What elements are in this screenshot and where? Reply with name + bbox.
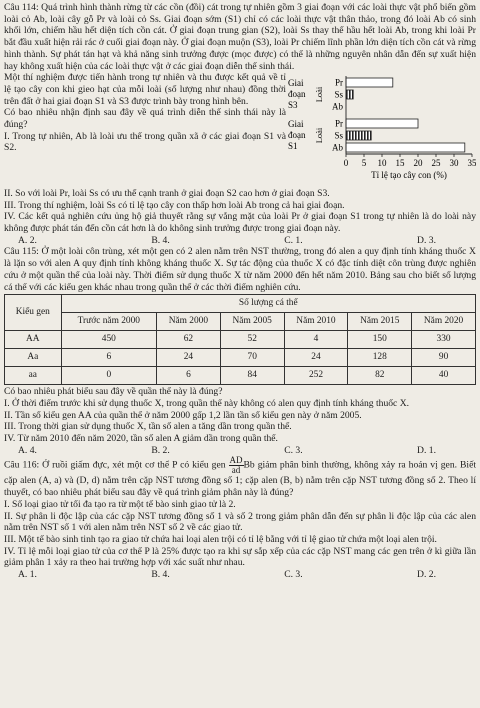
table-cell: 70: [220, 349, 284, 367]
x-tick-label: 10: [377, 158, 387, 169]
q114-option-c[interactable]: C. 1.: [284, 234, 303, 246]
category-label: Ss: [334, 130, 343, 141]
q116-intro-a: Câu 116: Ở ruồi giấm đực, xét một cơ thể P có kiểu gen: [4, 460, 226, 472]
q115-statement-1: I. Ở thời điểm trước khi sử dụng thuốc X, trong quần thể này không có alen quy định tính kháng thuốc X.: [4, 397, 410, 409]
q116-option-d[interactable]: D. 2.: [417, 569, 436, 581]
seedling-bar-chart: [286, 72, 476, 184]
table-cell: 128: [348, 349, 412, 367]
table-col-header: Năm 2000: [157, 313, 221, 331]
x-tick-label: 30: [449, 158, 459, 169]
genotype-denominator: ad: [231, 465, 241, 476]
chart-bar: [346, 131, 371, 140]
genotype-fraction: [229, 456, 244, 475]
table-cell: 252: [284, 367, 348, 385]
table-cell: 62: [157, 331, 221, 349]
q116-statement-2: II. Sự phân li độc lập của các cặp NST tương đồng số 1 và số 2 trong giảm phân dẫn đến sự phân li độc lập của các alen nằm trên NST số 1 với alen nằm trên NST số 2 về các giao tử.: [4, 510, 476, 534]
genotype-numerator: AD: [229, 455, 243, 466]
chart-bar: [346, 143, 465, 152]
category-label: Ab: [332, 142, 343, 153]
table-col-header: Năm 2015: [348, 313, 412, 331]
table-cell: 450: [61, 331, 156, 349]
table-cell: 4: [284, 331, 348, 349]
q115-option-b[interactable]: B. 2.: [151, 444, 170, 456]
group-label: đoạn: [288, 89, 306, 100]
table-cell: 24: [284, 349, 348, 367]
q115-intro: Câu 115: Ở một loài côn trùng, xét một gen có 2 alen nằm trên NST thường, trong đó alen a quy định tính kháng thuốc X là lặn so với alen A quy định tính không kháng thuốc X. Sự tác động của thuốc X có đặc tính diệt côn trùng được nghiên cứu ở một quần thể của loài này. Thời điểm sử dụng thuốc X từ năm 2000 đến hết năm 2010. Bảng sau cho biết số lượng cá thể với các kiểu gen khác nhau trong quần thể ở các thời điểm nghiên cứu.: [4, 246, 476, 293]
table-cell-genotype: AA: [5, 331, 62, 349]
group-label: S1: [288, 141, 298, 152]
table-cell: 52: [220, 331, 284, 349]
table-cell: 84: [220, 367, 284, 385]
table-row-header: Kiểu gen: [5, 295, 62, 331]
q115-statement-3: III. Trong thời gian sử dụng thuốc X, tần số alen a tăng dần trong quần thể.: [4, 421, 292, 433]
table-cell: 6: [157, 367, 221, 385]
table-cell: 82: [348, 367, 412, 385]
q116-option-b[interactable]: B. 4.: [151, 569, 170, 581]
group-label: Giai: [288, 78, 304, 89]
q116-intro: [4, 456, 476, 498]
y-axis-label: Loài: [314, 86, 324, 103]
x-tick-label: 20: [413, 158, 423, 169]
table-col-header: Năm 2020: [412, 313, 476, 331]
q116-options: [4, 569, 476, 581]
q114-option-d[interactable]: D. 3.: [417, 234, 436, 246]
table-cell: 24: [157, 349, 221, 367]
q116-statement-4: IV. Tỉ lệ mỗi loại giao tử của cơ thể P là 25% được tạo ra khi sự sắp xếp của các cặp NST mang các gen trên ở kì giữa lần giảm phân 1 xảy ra theo hai trường hợp với xác suất như nhau.: [4, 545, 476, 569]
table-row: [5, 367, 476, 385]
table-cell: 90: [412, 349, 476, 367]
chart-bar: [346, 90, 353, 99]
q115-statement-2: II. Tần số kiểu gen AA của quần thể ở năm 2000 gấp 1,2 lần tần số kiểu gen này ở năm 2005.: [4, 409, 362, 421]
table-col-header: Năm 2010: [284, 313, 348, 331]
genotype-table: [4, 294, 476, 385]
q115-option-c[interactable]: C. 3.: [284, 444, 303, 456]
q114-intro: Câu 114: Quá trình hình thành rừng từ các cồn (đồi) cát trong tự nhiên gồm 3 giai đoạn với các loài thực vật phổ biến gồm loài cỏ Ab, loài cây gỗ Pr và loài cỏ Ss. Giai đoạn sớm (S1) chỉ có các loài thực vật thân thảo, trong đó loài Ab có sinh khối lớn, chiếm hầu hết diện tích cồn cát. Ở giai đoạn trung gian (S2), loài Ss thay thế hầu hết loài Ab, trong khi loài Pr bắt đầu xuất hiện rải rác ở cuối giai đoạn này. Ở giai đoạn muộn (S3), loài Pr chiếm lĩnh phần lớn diện tích cồn cát và rừng hình thành. Sự phát tán hạt và khả năng sinh trưởng được (mọc được) có thể là những nguyên nhân dẫn đến sự xuất hiện hay không xuất hiện của các loài thực vật ở các giai đoạn diễn thế sinh thái.: [4, 2, 476, 72]
chart-bar: [346, 119, 418, 128]
table-group-header: Số lượng cá thể: [61, 295, 475, 313]
q116-statement-3: III. Một tế bào sinh tinh tạo ra giao tử chứa hai loại alen trội có tỉ lệ bằng với tỉ lệ giao tử chứa một loại alen trội.: [4, 533, 437, 545]
table-cell: 40: [412, 367, 476, 385]
table-row: [5, 331, 476, 349]
q115-option-d[interactable]: D. 1.: [417, 444, 436, 456]
seedling-chart: [286, 72, 476, 188]
q114-statement-2: II. So với loài Pr, loài Ss có ưu thế cạnh tranh ở giai đoạn S2 cao hơn ở giai đoạn S3.: [4, 187, 330, 199]
table-cell: 6: [61, 349, 156, 367]
q116-option-a[interactable]: A. 1.: [18, 569, 37, 581]
x-tick-label: 35: [467, 158, 476, 169]
q116-option-c[interactable]: C. 3.: [284, 569, 303, 581]
table-row: [5, 349, 476, 367]
x-tick-label: 5: [361, 158, 367, 169]
table-cell: 0: [61, 367, 156, 385]
x-axis-label: Tỉ lệ tạo cây con (%): [371, 170, 447, 181]
q114-question: Có bao nhiêu nhận định sau đây về quá trình diễn thế sinh thái này là đúng?: [4, 107, 286, 131]
q114-experiment: Một thí nghiệm được tiến hành trong tự nhiên và thu được kết quả về tỉ lệ tạo cây con khi gieo hạt của mỗi loài (số lượng như nhau) đồng thời trên đất ở hai giai đoạn S1 và S3 được trình bày trong hình bên.: [4, 72, 286, 107]
table-cell-genotype: Aa: [5, 349, 62, 367]
q114-options: [4, 235, 476, 247]
table-col-header: Trước năm 2000: [61, 313, 156, 331]
table-header-row: [5, 313, 476, 331]
q114-statement-1: I. Trong tự nhiên, Ab là loài ưu thế trong quần xã ở các giai đoạn S1 và S2.: [4, 130, 286, 154]
category-label: Ab: [332, 101, 343, 112]
x-tick-label: 0: [343, 158, 349, 169]
x-tick-label: 25: [431, 158, 441, 169]
category-label: Pr: [334, 77, 343, 88]
table-col-header: Năm 2005: [220, 313, 284, 331]
table-cell: 330: [412, 331, 476, 349]
group-label: Giai: [288, 119, 304, 130]
q115-statement-4: IV. Từ năm 2010 đến năm 2020, tần số alen A giảm dần trong quần thể.: [4, 433, 278, 445]
chart-bar: [346, 78, 393, 87]
x-tick-label: 15: [395, 158, 405, 169]
table-cell: 150: [348, 331, 412, 349]
q115-option-a[interactable]: A. 4.: [18, 444, 37, 456]
group-label: S3: [288, 100, 298, 111]
q114-chart-row: [4, 72, 476, 188]
q114-option-b[interactable]: B. 4.: [151, 234, 170, 246]
category-label: Pr: [334, 118, 343, 129]
q114-statement-3: III. Trong thí nghiệm, loài Ss có tỉ lệ tạo cây con thấp hơn loài Ab trong cả hai giai đoạn.: [4, 199, 345, 211]
q114-left-text: [4, 72, 286, 188]
table-cell-genotype: aa: [5, 367, 62, 385]
category-label: Ss: [334, 89, 343, 100]
group-label: đoạn: [288, 130, 306, 141]
q115-question: Có bao nhiêu phát biểu sau đây về quần thể này là đúng?: [4, 386, 223, 398]
y-axis-label: Loài: [314, 127, 324, 144]
q114-statement-4: IV. Các kết quả nghiên cứu ủng hộ giả thuyết rằng sự vắng mặt của loài Pr ở giai đoạn S1 trong tự nhiên là do loài này không được phát tán đến cồn cát hơn là do không sinh trưởng được trong giai đoạn này.: [4, 211, 476, 235]
q116-intro-b: Bb giảm phân bình thường, không xảy ra hoán vị gen. Biết cặp alen (A, a) và (D, d) nằm trên cặp NST tương đồng số 1; cặp alen (B, b) nằm trên cặp NST tương đồng số 2. Theo lí thuyết, có bao nhiêu phát biểu sau đây về quá trình giảm phân này là đúng?: [4, 460, 477, 499]
q114-option-a[interactable]: A. 2.: [18, 234, 37, 246]
q116-statement-1: I. Số loại giao tử tối đa tạo ra từ một tế bào sinh giao tử là 2.: [4, 498, 236, 510]
